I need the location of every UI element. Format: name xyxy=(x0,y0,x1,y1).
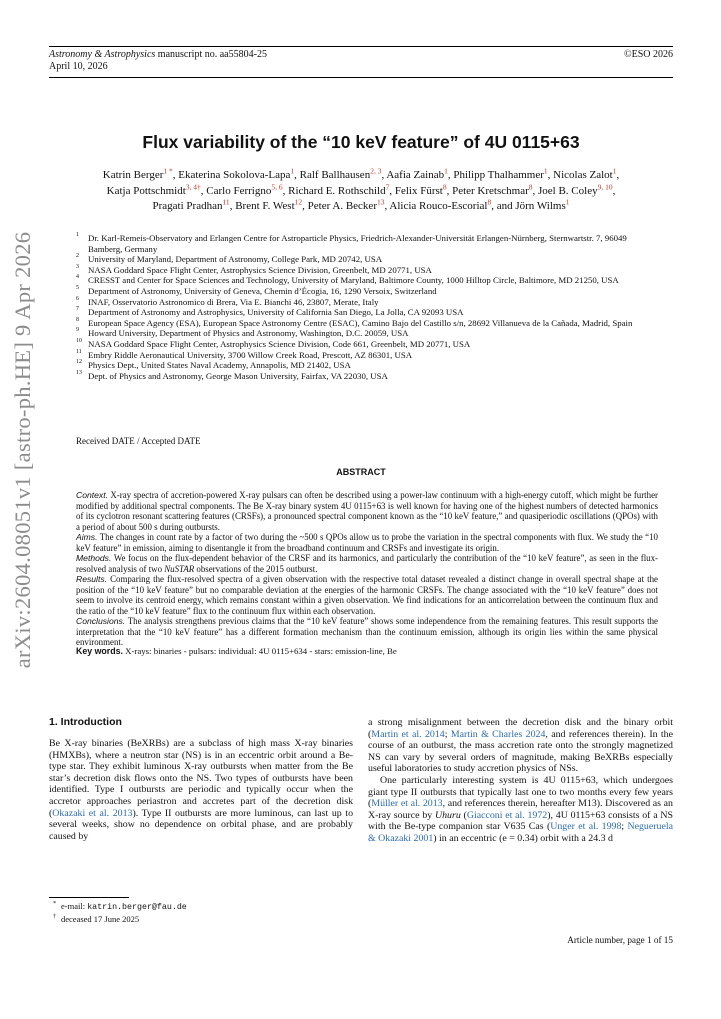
intro-paragraph-1 xyxy=(49,738,353,842)
abstract-heading: ABSTRACT xyxy=(336,467,386,477)
context-label: Context. xyxy=(76,490,109,500)
author-affiliation-ref[interactable]: 13 xyxy=(376,197,385,207)
citation-giacconi-1972[interactable]: Giacconi et al. 1972 xyxy=(466,809,548,821)
methods-label: Methods. xyxy=(76,553,112,563)
footnote-mark: † xyxy=(53,912,57,920)
author-affiliation-ref[interactable]: 1 xyxy=(565,197,570,207)
affiliation-text: Department of Astronomy, University of Geneva, Chemin d’Écogia, 16, 1290 Versoix, Switzerland xyxy=(88,285,437,296)
manuscript-number: manuscript no. aa55804-25 xyxy=(155,49,267,60)
author-name: Peter A. Becker xyxy=(307,200,377,212)
author-separator: , xyxy=(229,200,236,212)
author-separator: , xyxy=(381,169,387,181)
author-name: Peter Kretschmar xyxy=(452,184,529,197)
column-right xyxy=(368,717,673,845)
intro-text: One particularly interesting system is 4U 0115+63, which undergoes giant type II outbursts that typically last one to two months every few years ( xyxy=(368,774,673,810)
author-separator: , xyxy=(389,184,395,197)
keywords-label: Key words. xyxy=(76,646,123,656)
author-separator: , xyxy=(302,200,308,212)
author-affiliation-ref[interactable]: 1 xyxy=(543,166,548,176)
footnote-item xyxy=(49,914,353,925)
header-date: April 10, 2026 xyxy=(49,61,108,72)
page-number: Article number, page 1 of 15 xyxy=(567,935,673,945)
nustar-name: NuSTAR xyxy=(164,563,195,574)
footnotes xyxy=(49,901,353,924)
methods-text: We focus on the flux-dependent behavior of the CRSF and its harmonics, and particularly the contribution of the “10 keV feature”, as seen in the flux-resolved analysis of two xyxy=(76,553,658,574)
affiliation-text: CRESST and Center for Space Sciences and Technology, University of Maryland, Baltimore County, 1000 Hilltop Circle, Baltimore, MD 21250, USA xyxy=(88,275,619,286)
citation-martin-2014[interactable]: Martin et al. 2014 xyxy=(371,728,445,740)
intro-text: ), 4U 0115+63 consists of a NS with the Be-type companion star V635 Cas ( xyxy=(368,809,673,833)
intro-text: , and references therein). In the course of an outburst, the mass accretion rate onto the strongly magnetized NS can vary by several orders of magnitude, making BeXRBs especially useful laboratories to study accretion physics of NSs. xyxy=(368,728,673,775)
arxiv-stamp xyxy=(6,210,40,690)
author-name: Ralf Ballhausen xyxy=(299,169,371,181)
affiliation-number: 5 xyxy=(76,284,79,291)
author-separator: , xyxy=(172,169,179,181)
author-name: Philipp Thalhammer xyxy=(453,169,544,181)
section-heading-introduction: 1. Introduction xyxy=(49,716,122,728)
affiliation-item xyxy=(76,286,658,297)
intro-text: ; xyxy=(621,821,628,833)
author-separator: , xyxy=(446,184,453,197)
author-affiliation-ref[interactable]: 8 xyxy=(442,181,447,191)
abstract-aims xyxy=(76,532,658,553)
author-name: Katja Pottschmidt xyxy=(106,184,186,197)
affiliation-number: 7 xyxy=(76,306,79,313)
footnote-item xyxy=(49,901,353,914)
copyright: ©ESO 2026 xyxy=(624,49,673,60)
email-address[interactable]: katrin.berger@fau.de xyxy=(87,903,187,912)
affiliation-number: 11 xyxy=(76,348,82,355)
uhuru-name: Uhuru xyxy=(434,809,461,821)
abstract-context xyxy=(76,490,658,532)
affiliation-number: 3 xyxy=(76,263,79,270)
author-separator: , xyxy=(447,169,454,181)
intro-text: Be X-ray binaries (BeXRBs) are a subclass of high mass X-ray binaries (HMXBs), where a neutron star (NS) is in an eccentric orbit around a Be-type star. They exhibit luminous X-ray outbursts when matter from the Be star’s decretion disk flows onto the NS. Two types of outbursts have been identified. Type I outbursts are periodic and typically occur when the accretor approaches periastron and accretes part of the decretion disk ( xyxy=(49,738,353,819)
affiliation-text: Department of Astronomy and Astrophysics, University of California San Diego, La Jolla, CA 92093 USA xyxy=(88,307,464,318)
abstract-body xyxy=(76,490,658,648)
intro-paragraph-2 xyxy=(368,775,673,845)
header-left xyxy=(49,49,267,73)
author-separator: , xyxy=(612,184,616,197)
author-affiliation-ref[interactable]: 12 xyxy=(294,197,303,207)
affiliation-item xyxy=(76,307,658,318)
affiliation-text: Howard University, Department of Physics and Astronomy, Washington, D.C. 20059, USA xyxy=(88,328,409,339)
footnote-rule xyxy=(49,897,129,898)
author-affiliation-ref[interactable]: 1 xyxy=(612,166,617,176)
author-separator: , xyxy=(547,169,554,181)
affiliation-item xyxy=(76,254,658,265)
keywords xyxy=(76,646,658,656)
author-affiliation-ref[interactable]: 11 xyxy=(222,197,230,207)
affiliation-item xyxy=(76,265,658,276)
column-left xyxy=(49,738,353,842)
author-name: Jörn Wilms xyxy=(515,200,566,212)
intro-text: ). Type II outbursts are more luminous, can last up to several weeks, show no dependence on orbital phase, and are probably caused by xyxy=(49,807,354,842)
aims-label: Aims. xyxy=(76,532,98,542)
affiliation-item xyxy=(76,328,658,339)
author-affiliation-ref[interactable]: 1 xyxy=(290,166,295,176)
journal-name: Astronomy & Astrophysics xyxy=(49,49,156,60)
arxiv-id: arXiv:2604.08051v1 [astro-ph.HE] 9 Apr 2026 xyxy=(10,231,35,669)
author-affiliation-ref[interactable]: 3, 4† xyxy=(185,181,201,191)
affiliation-number: 13 xyxy=(76,369,82,376)
citation-martin-charles-2024[interactable]: Martin & Charles 2024 xyxy=(450,728,546,740)
citation-unger-1998[interactable]: Unger et al. 1998 xyxy=(550,821,622,833)
author-name: Richard E. Rothschild xyxy=(288,184,386,197)
author-affiliation-ref[interactable]: 1 xyxy=(444,166,448,176)
affiliation-text: Dept. of Physics and Astronomy, George Mason University, Fairfax, VA 22030, USA xyxy=(88,370,388,381)
author-separator: , and xyxy=(491,200,516,212)
received-date: Received DATE / Accepted DATE xyxy=(76,436,201,446)
paper-title: Flux variability of the “10 keV feature” of 4U 0115+63 xyxy=(142,132,580,152)
intro-text: ) in an eccentric (e = 0.34) orbit with a 24.3 d xyxy=(433,832,613,844)
running-header xyxy=(49,46,673,78)
author-name: Carlo Ferrigno xyxy=(206,184,272,197)
keywords-text: X-rays: binaries - pulsars: individual: 4U 0115+634 - stars: emission-line, Be xyxy=(122,646,397,656)
author-list xyxy=(49,168,673,215)
intro-paragraph-1-cont xyxy=(368,717,673,775)
results-label: Results. xyxy=(76,574,108,584)
affiliation-text: NASA Goddard Space Flight Center, Astrophysics Science Division, Code 661, Greenbelt, MD 20771, USA xyxy=(88,338,471,349)
affiliation-number: 4 xyxy=(76,274,79,281)
results-text: Comparing the flux-resolved spectra of a given observation with the respective total dataset revealed a distinct change in overall spectral shape at the position of the “10 keV feature” but no comparable deviation at the energies of the harmonic CRSFs. The change associated with the “10 keV feature” does not seem to involve its centroid energy, which remains constant within a given observation. We find indications for an anticorrelation between the continuum flux and the ratio of the “10 keV feature” flux to the continuum flux within each observation. xyxy=(76,574,658,616)
intro-text: , and references therein, hereafter M13). Discovered as an X-ray source by xyxy=(368,798,673,821)
affiliation-item xyxy=(76,339,658,350)
affiliation-number: 8 xyxy=(76,316,79,323)
affiliation-text: University of Maryland, Department of Astronomy, College Park, MD 20742, USA xyxy=(88,254,383,265)
intro-text: ( xyxy=(460,809,467,821)
abstract-conclusions xyxy=(76,616,658,648)
affiliation-item xyxy=(76,350,658,361)
intro-text: ; xyxy=(444,728,451,740)
affiliation-number: 9 xyxy=(76,327,79,334)
author-separator: , xyxy=(200,184,207,197)
conclusions-text: The analysis strengthens previous claims that the “10 keV feature” shows some independence from the remaining features. This result supports the interpretation that the “10 keV feature” has a different formation mechanism than the continuum emission, although its origin lies within the same physical environment. xyxy=(76,616,658,647)
abstract-results xyxy=(76,574,658,616)
author-affiliation-ref[interactable]: 8 xyxy=(528,181,533,191)
affiliation-number: 6 xyxy=(76,295,79,302)
affiliation-number: 12 xyxy=(76,359,82,366)
author-separator: , xyxy=(384,200,390,212)
footnote-mark: * xyxy=(53,900,57,907)
author-affiliation-ref[interactable]: 9, 10 xyxy=(597,181,613,191)
author-name: Ekaterina Sokolova-Lapa xyxy=(178,169,291,181)
affiliation-text: NASA Goddard Space Flight Center, Astrophysics Science Division, Greenbelt, MD 20771, USA xyxy=(88,264,432,275)
affiliation-item xyxy=(76,318,658,329)
affiliation-item xyxy=(76,360,658,371)
footnote-text: e-mail: xyxy=(61,901,88,911)
citation-okazaki-2013[interactable]: Okazaki et al. 2013 xyxy=(52,807,133,819)
context-text: X-ray spectra of accretion-powered X-ray pulsars can often be described using a power-law continuum with a high-energy cutoff, which might be further modified by additional spectral components. The Be X-ray binary system 4U 0115+63 is well known for having one of the highest numbers of detected harmonics of its cyclotron resonant scattering features (CRSFs), a pronounced spectral component known as the “10 keV feature,” and quasiperiodic oscillations (QPOs) with a period of about 500 s during outbursts. xyxy=(76,490,658,532)
author-affiliation-ref[interactable]: 7 xyxy=(385,181,390,191)
affiliation-text: Dr. Karl-Remeis-Observatory and Erlangen Centre for Astroparticle Physics, Friedrich-Alexander-Universität Erlangen-Nürnberg, Sternwartstr. 7, 96049 Bamberg, Germany xyxy=(88,233,627,254)
author-affiliation-ref[interactable]: 5, 6 xyxy=(271,181,283,191)
affiliation-list xyxy=(76,233,658,381)
author-affiliation-ref[interactable]: 1 * xyxy=(163,166,173,176)
author-name: Brent F. West xyxy=(235,200,295,212)
methods-text-end: observations of the 2015 outburst. xyxy=(194,563,318,574)
author-name: Joel B. Coley xyxy=(538,184,598,197)
author-name: Aafia Zainab xyxy=(386,169,445,181)
aims-text: The changes in count rate by a factor of two during the ~500 s QPOs allow us to probe the variation in the spectral components with flux. We study the “10 keV feature” in emission, aiming to disentangle it from the broadband continuum and CRSFs and investigate its origin. xyxy=(76,532,658,553)
author-affiliation-ref[interactable]: 2, 3 xyxy=(370,166,382,176)
author-name: Nicolas Zalot xyxy=(553,169,613,181)
affiliation-item xyxy=(76,297,658,308)
affiliation-item xyxy=(76,233,658,254)
author-separator: , xyxy=(532,184,538,197)
affiliation-item xyxy=(76,371,658,382)
author-separator: , xyxy=(294,169,300,181)
author-affiliation-ref[interactable]: 8 xyxy=(487,197,492,207)
author-separator: , xyxy=(282,184,289,197)
affiliation-text: Embry Riddle Aeronautical University, 3700 Willow Creek Road, Prescott, AZ 86301, USA xyxy=(88,349,413,360)
author-name: Katrin Berger xyxy=(102,169,164,181)
affiliation-text: European Space Agency (ESA), European Space Astronomy Centre (ESAC), Camino Bajo del Castillo s/n, 28692 Villanueva de la Cañada, Madrid, Spain xyxy=(88,317,633,328)
abstract-methods xyxy=(76,553,658,574)
affiliation-text: Physics Dept., United States Naval Academy, Annapolis, MD 21402, USA xyxy=(88,360,351,371)
affiliation-item xyxy=(76,275,658,286)
affiliation-text: INAF, Osservatorio Astronomico di Brera, Via E. Bianchi 46, 23807, Merate, Italy xyxy=(88,296,379,307)
affiliation-number: 10 xyxy=(76,337,82,344)
conclusions-label: Conclusions. xyxy=(76,616,126,626)
intro-text: a strong misalignment between the decretion disk and the binary orbit ( xyxy=(368,717,673,740)
author-name: Pragati Pradhan xyxy=(152,200,223,212)
author-name: Felix Fürst xyxy=(394,184,443,197)
author-separator: , xyxy=(616,169,620,181)
author-name: Alicia Rouco-Escorial xyxy=(389,200,488,212)
citation-muller-2013[interactable]: Müller et al. 2013 xyxy=(371,798,443,810)
affiliation-number: 2 xyxy=(76,253,79,260)
citation-negueruela-okazaki-2001[interactable]: Negueruela & Okazaki 2001 xyxy=(368,821,673,844)
footnote-text: deceased 17 June 2025 xyxy=(61,913,140,924)
affiliation-number: 1 xyxy=(76,232,79,238)
